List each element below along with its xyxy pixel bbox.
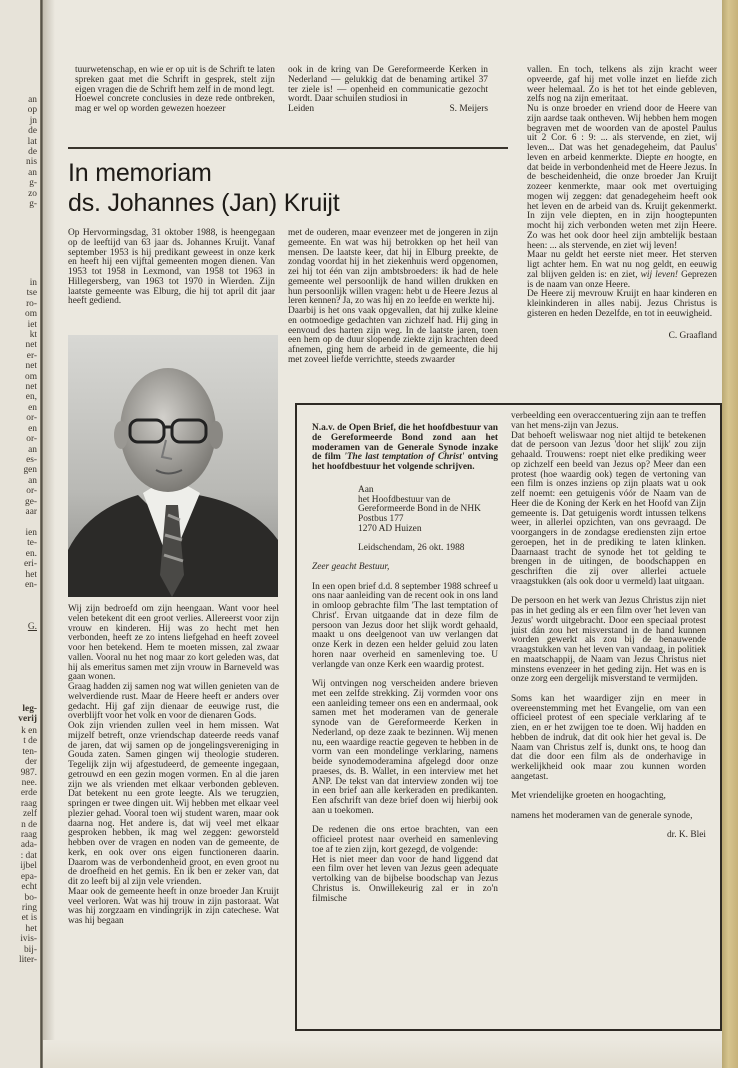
letter-col-b-text [511,412,706,822]
emphasis: en [664,152,674,163]
text-line: raag [20,798,37,809]
text-line: an [28,167,37,178]
text-line: kt [29,330,37,341]
top-article-col1 [75,66,275,115]
author: S. Meijers [449,104,488,114]
paragraph: namens het moderamen van de generale synode, [511,810,693,821]
paragraph [527,251,717,290]
text-line: or- [26,413,37,424]
text-line: Aan [358,484,374,495]
text-line: et is [21,913,37,924]
place: Leiden [288,104,315,114]
text-line: echt [21,882,37,893]
top-article-col2-text [288,66,488,105]
text-line: an [28,475,37,486]
text-line: 1270 AD Huizen [358,523,422,534]
text-line: te- [27,538,37,549]
paragraph: Daarbij is het ons vaak opgevallen, dat hij zulke kleine en ootmoedige gedachten van zichzelf had. Hij ging in eenvoud des harten zijn weg. In de laatste jaren, toen een hem op de duur slopende ziekte zijn krachten deed afnemen, ging hem de arbeid in de gemeente, die hij met zoveel liefde verrichtte, steeds zwaarder [288,306,498,365]
top-article-signature [288,105,488,115]
memoriam-col1-top [68,229,275,307]
text-run: De Heere zij mevrouw Kruijt en haar kinderen en kleinkinderen in alles nabij. Jezus Christus is gisteren en heden Dezelfde, en tot in eeuwigheid. [527,289,717,319]
text-line: tse [26,288,37,299]
memoriam-col3-text [527,66,717,320]
margin-fragments-5 [0,726,37,965]
paragraph: Met vriendelijke groeten en hoogachting, [511,791,666,802]
paragraph: Soms kan het waardiger zijn en meer in overeenstemming met het Evangelie, om van een officieel protest of een speciale verklaring af te zien, en er het zwijgen toe te doen. Wij hadden en hebben de indruk, dat dit ook hier het geval is. De Naam van Christus zelf is, dunkt ons, te hoog dan dat die door een film als de onderhavige in werkelijkheid ook maar zou kunnen worden aangetast. [511,693,706,782]
text-line: ten- [22,746,37,757]
text-line: raag [20,830,37,841]
text-line: ada- [20,840,37,851]
text-line: nis [26,157,37,168]
text-line: ivis- [20,934,37,945]
text-line: bo- [24,892,37,903]
paragraph: tuurwetenschap, en wie er op uit is de Schrift te laten spreken gaat met die Schrift in gesprek, stelt zijn eigen vragen die de Schrift hem zelf in de mond legt. [75,65,275,95]
margin-fragments-2 [0,278,37,517]
paragraph: Wij ontvingen nog verscheiden andere brieven met een zelfde strekking. Zij vormden voor ons een aanleiding temeer ons een en andermaal, ook samen met het moderamen van de generale synode van de Gereformeerde Kerken in Nederland, op deze zaak te bezinnen. Wij menen nu, een waardige reactie gegeven te hebben in de vorm van een mondelinge verklaring, namens beide synodemoderamina afgelegd door onze praeses, ds. B. Wallet, in een interview met het ANP. De tekst van dat interview zonden wij toe in een brief aan alle kerkeraden en predikanten. Een afschrift van deze brief doen wij hierbij ook aan u toekomen. [312,679,498,816]
text-line: er- [26,350,37,361]
text-line: aar [25,506,37,517]
margin-fragments-4 [0,622,37,632]
text-line: ijbel [20,861,37,872]
text-line: zo [28,188,37,199]
text-line: en [28,423,37,434]
memoriam-col3 [527,66,717,341]
text-line: g- [29,199,37,210]
paragraph: ook in de kring van De Gereformeerde Kerken in Nederland — gelukkig dat de benaming artikel 37 ter ziele is! — openheid en communicatie gezocht wordt. Daar schuilen studiosi in [288,65,488,105]
film-title: 'The last temptation of Christ' [344,452,465,463]
salutation: Zeer geacht Bestuur, [312,562,390,572]
place-date: Leidschendam, 26 okt. 1988 [358,542,465,553]
paragraph: Hoewel concrete conclusies in deze rede ontbreken, mag er wel op worden gewezen hoezeer [75,94,275,114]
text-line: op [27,105,37,116]
section-divider [68,147,508,149]
text-line: erde [20,788,37,799]
letter-col-a-text [312,583,498,905]
text-line: om [25,371,37,382]
text-line: G. [27,622,37,632]
margin-fragments-1 [0,95,37,209]
paragraph: verbeelding een overaccentuering zijn aan te treffen van het mens-zijn van Jezus. [511,411,706,431]
text-run: Maar nu geldt het eerste niet meer. Het sterven ligt achter hem. En wat nu nog geldt, en eeuwig zal blijven gelden is: en ziet, [527,250,717,280]
text-line: zelf [22,809,37,820]
text-line: en, [25,392,37,403]
paragraph: Graag hadden zij samen nog wat willen genieten van de welverdiende rust. Maar de Heere heeft er anders over gedacht. Hij gaf zijn dienaar de eeuwige rust, die overblijft voor het volk en voor de dienaren Gods. [68,682,279,722]
text-line: het Hoofdbestuur van de [358,494,451,505]
text-line: de [28,147,37,158]
text-line: leg- [22,704,37,714]
paragraph [527,66,717,105]
memoriam-col1-bottom [68,605,279,927]
intro-text: N.a.v. de Open Brief, die het hoofdbestuur van de Gereformeerde Bond zond aan het moderamen van de Generale Synode inzake de film [312,423,498,463]
paragraph: Maar ook de gemeente heeft in onze broeder Jan Kruijt veel verloren. Wat was hij trouw in zijn pastoraat. Wat was hij zorgzaam en vindingrijk in zijn catechese. Wat was hij begaan [68,886,279,926]
text-line: jn [29,115,37,126]
text-line: der [25,757,37,768]
text-line: gen [23,465,37,476]
text-line: het [25,569,37,580]
text-line: t de [23,736,37,747]
text-line: Postbus 177 [358,514,404,524]
letter-col-b [511,412,706,851]
text-line: an [28,444,37,455]
text-line: 987. [20,767,37,778]
text-line: net [25,361,37,372]
text-line: or- [26,486,37,497]
paragraph: In een open brief d.d. 8 september 1988 schreef u ons naar aanleiding van de recent ook in ons land in omloop gebrachte film 'The last temptation of Christ'. Ervan uitgaande dat in deze film de persoon van Jezus door het slijk wordt gehaald, maakt u ons deelgenoot van uw verlangen dat onze Kerk in dezen een helder geluid zou laten horen naar overheid en samenleving toe. U verlangde van onze Kerk een waardig protest. [312,581,498,670]
paragraph [527,105,717,251]
text-line: in [29,278,37,288]
text-line: : dat [20,850,37,861]
top-article-col2 [288,66,488,115]
paragraph: De redenen die ons ertoe brachten, van een officieel protest naar overheid en samenleving toe af te zien zijn, kort gezegd, de volgende: [312,825,498,855]
text-line: eri- [23,559,37,570]
text-line: verij [18,714,37,725]
paragraph: Dat behoeft weliswaar nog niet altijd te betekenen dat de persoon van Jezus 'door het slijk' zou zijn gehaald. Trouwens: roept niet elke prediking weer op zichzelf een beeld van Jezus op? Meer dan een protest (hoe waardig ook) tegen de vertoning van een film is onzes inziens op zijn plaats wat u ook zelf noemt: een getuigenis vóór de Naam van de Heer die de Koning der Kerk en het Hoofd van Zijn gemeente is. Dat getuigenis wordt intussen telkens weer, in allerlei opzichten, van ons gevraagd. De voorgangers in de zondagse erediensten zijn ertoe geroepen, het in de prediking te laten klinken. Daarnaast tracht de synode het tot gelding te brengen in de uitingen, de boodschappen en geschriften die zij over allerlei actuele vraagstukken (als ook door u vermeld) laat uitgaan. [511,430,706,587]
paragraph: met de ouderen, maar evenzeer met de jongeren in zijn gemeente. En wat was hij betrokken op het heil van mensen. De laatste keer, dat hij in Elburg preekte, de zondag voordat hij in het ziekenhuis werd opgenomen, zei hij tot één van zijn ambtsbroeders: ik had de hele gemeente wel persoonlijk de hand willen drukken en hun persoonlijk willen vragen: hebt u de Heere Jezus al leren kennen? Ja, zo was hij en zo leefde en werkte hij. [288,228,498,307]
text-line: g- [29,178,37,189]
text-line: or- [26,434,37,445]
text-line: net [25,382,37,393]
paragraph [527,290,717,319]
paragraph: Ook zijn vrienden zullen veel in hem missen. Wat mijzelf betreft, onze vriendschap dateerde reeds vanaf de jaren, dat wij samen op de jongelingsvereniging in Gouda zaten. Samen gingen wij theologie studeren. Tegelijk zijn wij afgestudeerd, de gemeente ingegaan, getrouwd en een gezin mogen vormen. En al die jaren zijn we als vrienden met elkaar verbonden gebleven. Dat betekent nu een grote leegte. Als we terugzien, springen er twee dingen uit. Wij hebben met elkaar veel plezier gehad. Vooral toen wij student waren, maar ook daarna nog. Het andere is, dat wij veel met elkaar gesproken hebben, ik mag wel zeggen: geworsteld hebben over de vragen en noden van de gemeente, de kerk, en ook over ons eigen functioneren daarin. Daarom was de verbondenheid groot, en even groot nu de droefheid en het gemis. En ik ben er zeker van, dat dit zo leeft bij al zijn vele vrienden. [68,721,279,887]
text-line: en- [25,580,37,591]
text-line: k en [21,726,37,736]
portrait-image [68,335,278,597]
letter-address [312,486,498,535]
text-line: ge- [25,496,37,507]
paragraph: Het is niet meer dan voor de hand liggend dat een film over het leven van Jezus geen adequate vertolking van de bijbelse boodschap van Jezus Christus is. Onwillekeurig zal er in zo'n filmische [312,854,498,904]
text-line: es- [26,454,37,465]
text-line: ien [25,528,37,538]
text-line: om [25,309,37,320]
text-line: n de [21,819,37,830]
text-run: Geprezen is de naam van onze Heere. [527,269,717,290]
margin-fragments-bold [0,704,37,725]
margin-fragments-3 [0,528,37,590]
text-line: lat [27,136,37,147]
text-line: ring [21,902,37,913]
text-line: Gereformeerde Bond in de NHK [358,504,481,515]
intro-text-end: ontving het hoofdbestuur het volgende schrijven. [312,452,498,472]
paragraph: De persoon en het werk van Jezus Christus zijn niet pas in het geding als er een film over 'het leven van Jezus' wordt uitgebracht. Door een speciaal protest juist dán zou het misverstand in de hand kunnen worden gewerkt als zou bij de benauwende vraagstukken van het leven van vandaag, in politiek en maatschappij, de Naam van Jezus Christus niet minstens evenzeer in het geding zijn. Het was en is onze zorg een dergelijk misverstand te vermijden. [511,596,706,685]
emphasis: wij leven! [640,269,679,280]
portrait-photo [68,335,278,597]
page-bottom [43,1040,722,1068]
memoriam-author: C. Graafland [668,330,717,341]
article-title [68,158,340,218]
text-line: net [25,340,37,351]
title-line-1: In memoriam [68,159,212,187]
text-line: het [25,923,37,934]
text-run: vallen. En toch, telkens als zijn kracht weer opveerde, gaf hij met volle inzet en liefde zich weer helemaal. Zo is het tot het einde gebleven, zelfs nog na zijn emeritaat. [527,65,717,105]
paragraph: Wij zijn bedroefd om zijn heengaan. Want voor heel velen betekent dit een groot verlies. Allereerst voor zijn vrouw en kinderen. Hij was zo hecht met hen verbonden, heeft ze zo intens liefgehad en heeft zoveel voor hen betekend. Hem te moeten missen, zal zwaar vallen. Vooral nu het nog maar zo kort geleden was, dat hij als emeritus samen met zijn vrouw in Barneveld was gaan wonen. [68,604,279,683]
text-line: ro- [26,298,37,309]
text-line: iet [27,319,37,330]
text-line: nee. [21,778,37,789]
text-line: epa- [20,871,37,882]
paragraph: Op Hervormingsdag, 31 oktober 1988, is heengegaan op de leeftijd van 63 jaar ds. Johannes Kruijt. Vanaf september 1953 is hij predikant geweest in onze kerk en heeft hij een vijftal gemeenten mogen dienen. Van 1953 tot 1958 in Lexmond, van 1958 tot 1963 in Hillegersberg, van 1963 tot 1970 in Wierden. Zijn laatste gemeente was Elburg, die hij tot april dit jaar heeft gediend. [68,228,275,307]
letter-intro [312,424,498,473]
text-run: hoogte, en dat beide in verbondenheid met de Heere Jezus. In de bescheidenheid, die onze broeder Jan Kruijt zozeer kenmerkte, maar ook met overtuiging mogen wij zeggen: dat genadegeheim heeft ook het leven en de arbeid van ds. Kruijt gekenmerkt. In zijn vele diepten, en in zijn hoogtepunten mocht hij zich verbonden weten met zijn Heere. Zo was het ook door heel zijn ambtelijk bestaan heen: ... als stervende, en ziet wij leven! [527,152,717,251]
text-line: en [28,402,37,413]
text-line: de [28,126,37,137]
letter-signature: dr. K. Blei [666,830,706,841]
text-line: liter- [18,954,37,965]
text-line: an [28,95,37,105]
title-line-2: ds. Johannes (Jan) Kruijt [68,189,340,217]
page-edge [722,0,738,1068]
memoriam-col2 [288,229,498,366]
text-line: bij- [23,944,37,955]
text-line: en. [25,548,37,559]
binding-shadow [43,0,55,1068]
letter-col-a [312,424,498,914]
text-run: Nu is onze broeder en vriend door de Heere van zijn aardse taak ontheven. Wij hebben hem mogen begraven met de woorden van de apostel Paulus uit 2 Cor. 6 : 9: ... als stervende, en ziet, wij leven... Dat was het genadegeheim, dat Paulus' leven en arbeid kenmerkte. Diepte [527,104,717,163]
